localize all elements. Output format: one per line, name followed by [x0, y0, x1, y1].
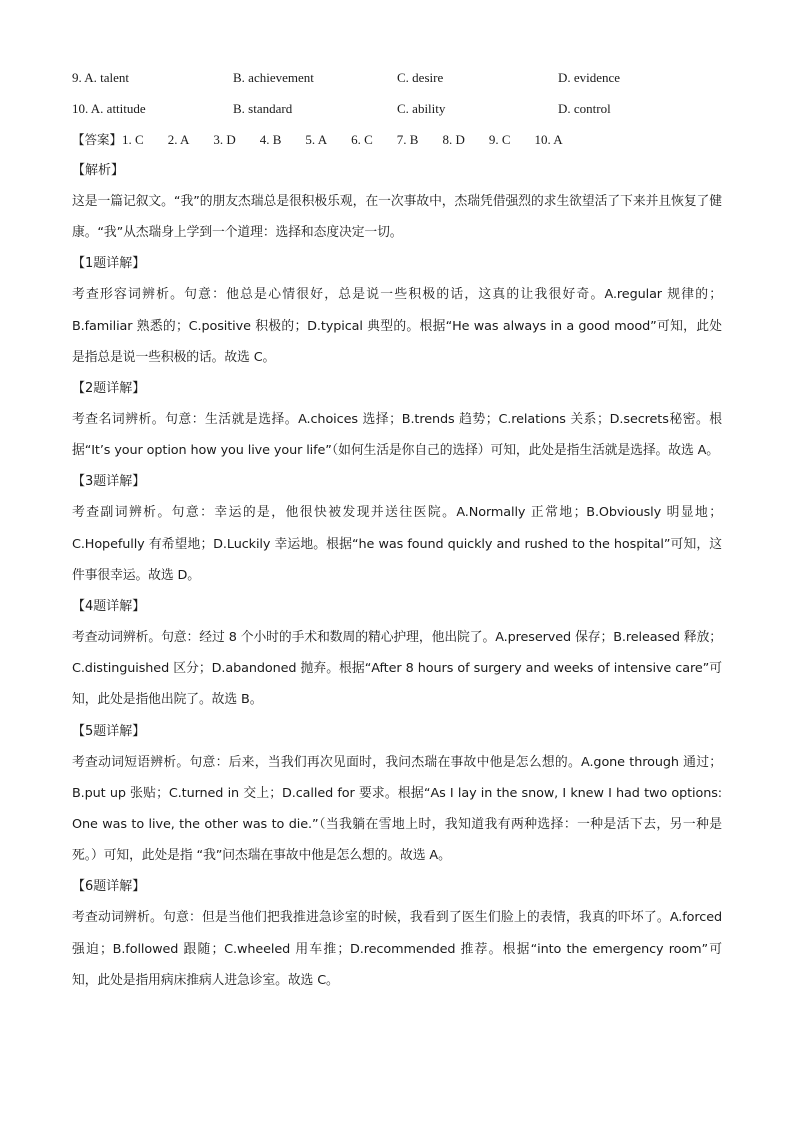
- question-10-options: [72, 93, 722, 124]
- question-9-options: [72, 62, 722, 93]
- answer-item: 4. B: [259, 132, 282, 147]
- answer-item: 2. A: [167, 132, 190, 147]
- q10-option-b: B. standard: [233, 101, 293, 116]
- answer-key: [72, 124, 722, 155]
- q9-option-c: C. desire: [397, 70, 444, 85]
- q10-option-a: 10. A. attitude: [72, 101, 146, 116]
- document-page: [72, 62, 722, 996]
- q10-option-c: C. ability: [397, 101, 446, 116]
- summary-paragraph: 这是一篇记叙文。“我”的朋友杰瑞总是很积极乐观，在一次事故中，杰瑞凭借强烈的求生欲望活了下来并且恢复了健康。“我”从杰瑞身上学到一个道理：选择和态度决定一切。: [72, 194, 722, 241]
- detail-5-text: 考查动词短语辨析。句意：后来，当我们再次见面时，我问杰瑞在事故中他是怎么想的。A.gone through 通过；B.put up 张贴；C.turned in 交上；D.called for 要求。根据“As I lay in the snow, I knew I had two options: One was to live, the other was to die.”（当我躺在雪地上时，我知道我有两种选择：一种是活下去，另一种是死。）可知，此处是指 “我”问杰瑞在事故中他是怎么想的。故选 A。: [72, 754, 722, 864]
- detail-2-heading: 【2题详解】: [72, 381, 146, 397]
- detail-4-text: 考查动词辨析。句意：经过 8 个小时的手术和数周的精心护理，他出院了。A.preserved 保存；B.released 释放；C.distinguished 区分；D.abandoned 抛弃。根据“After 8 hours of surgery and weeks of intensive care”可知，此处是指他出院了。故选 B。: [72, 630, 722, 708]
- detail-1-heading: 【1题详解】: [72, 256, 146, 272]
- detail-3-text: 考查副词辨析。句意：幸运的是，他很快被发现并送往医院。A.Normally 正常地；B.Obviously 明显地；C.Hopefully 有希望地；D.Luckily 幸运地。根据“he was found quickly and rushed to the hospital”可知，这件事很幸运。故选 D。: [72, 505, 722, 583]
- detail-6-text: 考查动词辨析。句意：但是当他们把我推进急诊室的时候，我看到了医生们脸上的表情，我真的吓坏了。A.forced 强迫；B.followed 跟随；C.wheeled 用车推；D.recommended 推荐。根据“into the emergency room”可知，此处是指用病床推病人进急诊室。故选 C。: [72, 910, 722, 988]
- q9-option-a: 9. A. talent: [72, 70, 130, 85]
- detail-3-heading: 【3题详解】: [72, 474, 146, 490]
- detail-4-heading: 【4题详解】: [72, 599, 146, 615]
- analysis-heading: 【解析】: [72, 163, 125, 178]
- answer-item: 8. D: [442, 132, 465, 147]
- answer-item: 9. C: [488, 132, 511, 147]
- answer-item: 5. A: [305, 132, 328, 147]
- detail-5-heading: 【5题详解】: [72, 723, 146, 739]
- answer-item: 10. A: [534, 132, 563, 147]
- detail-6-heading: 【6题详解】: [72, 879, 146, 895]
- answer-item: 3. D: [213, 132, 236, 147]
- answers-label: 【答案】: [72, 132, 123, 147]
- detail-2-text: 考查名词辨析。句意：生活就是选择。A.choices 选择；B.trends 趋势；C.relations 关系；D.secrets秘密。根据“It’s your option how you live your life”（如何生活是你自己的选择）可知，此处是指生活就是选择。故选 A。: [72, 412, 722, 459]
- answer-item: 1. C: [122, 132, 144, 147]
- detail-1-text: 考查形容词辨析。句意：他总是心情很好，总是说一些积极的话，这真的让我很好奇。A.regular 规律的；B.familiar 熟悉的；C.positive 积极的；D.typical 典型的。根据“He was always in a good mood”可知，此处是指总是说一些积极的话。故选 C。: [72, 287, 722, 365]
- answer-item: 7. B: [396, 132, 419, 147]
- q9-option-d: D. evidence: [558, 70, 621, 85]
- q10-option-d: D. control: [558, 101, 611, 116]
- answer-item: 6. C: [351, 132, 373, 147]
- q9-option-b: B. achievement: [233, 70, 314, 85]
